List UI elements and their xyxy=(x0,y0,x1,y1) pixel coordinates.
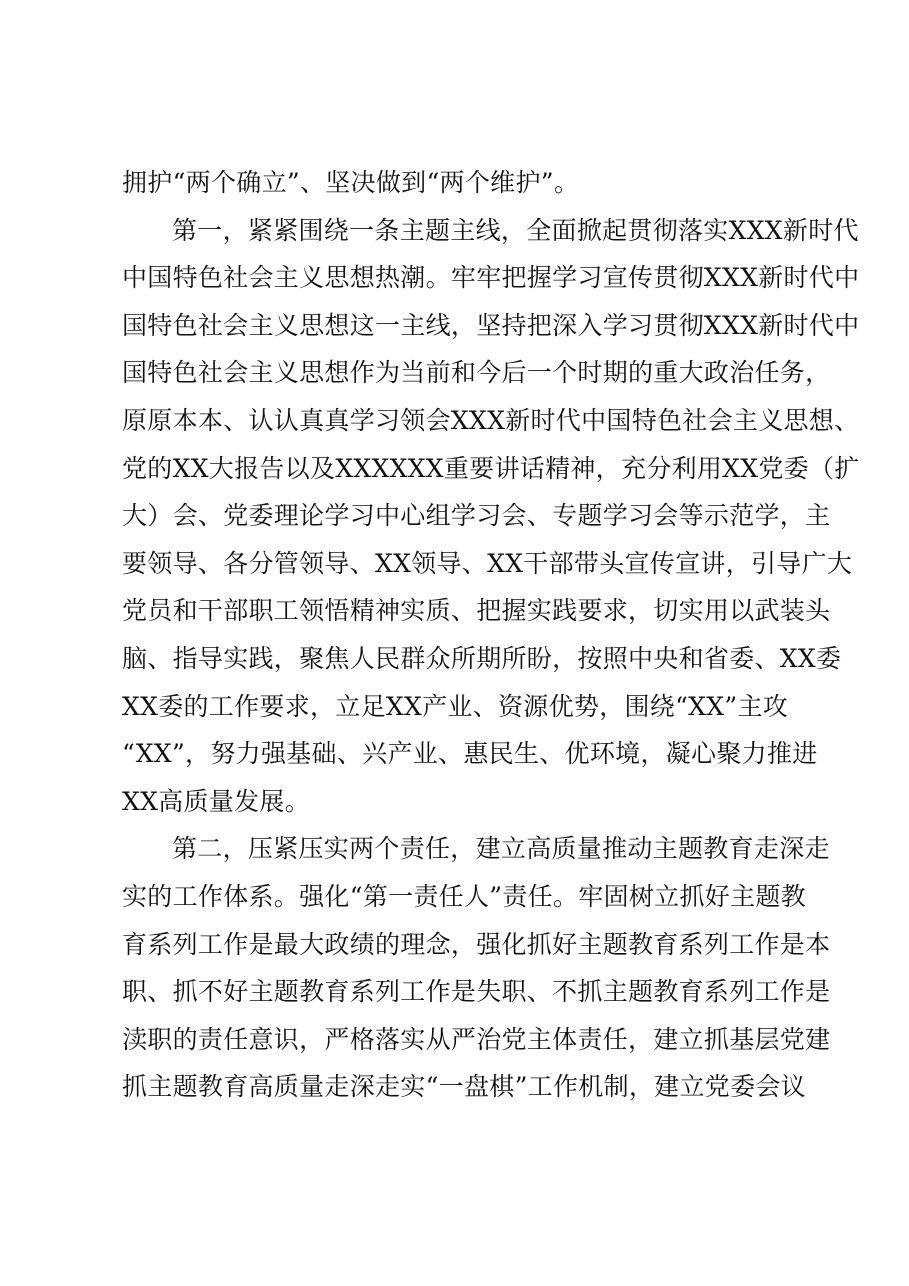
text-line: 大）会、党委理论学习中心组学习会、专题学习会等示范学，主 xyxy=(122,501,831,531)
text-line: 拥护“两个确立”、坚决做到“两个维护”。 xyxy=(122,168,580,197)
text-line: 中国特色社会主义思想热潮。牢牢把握学习宣传贯彻XXX新时代中 xyxy=(122,263,860,293)
paragraph-first-line: 第二，压紧压实两个责任，建立高质量推动主题教育走深走 xyxy=(172,834,830,864)
text-line: 要领导、各分管领导、XX领导、XX干部带头宣传宣讲，引导广大 xyxy=(122,548,853,578)
text-line: 原原本本、认认真真学习领会XXX新时代中国特色社会主义思想、 xyxy=(122,405,860,435)
text-line: 国特色社会主义思想这一主线，坚持把深入学习贯彻XXX新时代中 xyxy=(122,310,860,340)
text-line: 党员和干部职工领悟精神实质、把握实践要求，切实用以武装头 xyxy=(122,596,831,626)
document-body xyxy=(122,159,860,1111)
text-line: 育系列工作是最大政绩的理念，强化抓好主题教育系列工作是本 xyxy=(122,929,831,959)
text-line: 党的XX大报告以及XXXXXX重要讲话精神，充分利用XX党委（扩 xyxy=(122,453,860,483)
paragraph-first-line: 第一，紧紧围绕一条主题主线，全面掀起贯彻落实XXX新时代 xyxy=(172,215,859,245)
text-line: XX高质量发展。 xyxy=(122,786,310,816)
text-line: 实的工作体系。强化“第一责任人”责任。牢固树立抓好主题教 xyxy=(122,881,806,911)
text-line: XX委的工作要求，立足XX产业、资源优势，围绕“XX”主攻 xyxy=(122,691,789,721)
text-line: 脑、指导实践，聚焦人民群众所期所盼，按照中央和省委、XX委 xyxy=(122,643,842,673)
text-line: 职、抓不好主题教育系列工作是失职、不抓主题教育系列工作是 xyxy=(122,977,831,1007)
text-line: 渎职的责任意识，严格落实从严治党主体责任，建立抓基层党建 xyxy=(122,1024,831,1054)
text-line: 国特色社会主义思想作为当前和今后一个时期的重大政治任务， xyxy=(122,358,831,388)
text-line: “XX”，努力强基础、兴产业、惠民生、优环境，凝心聚力推进 xyxy=(122,739,818,769)
text-line: 抓主题教育高质量走深走实“一盘棋”工作机制，建立党委会议 xyxy=(122,1072,806,1102)
